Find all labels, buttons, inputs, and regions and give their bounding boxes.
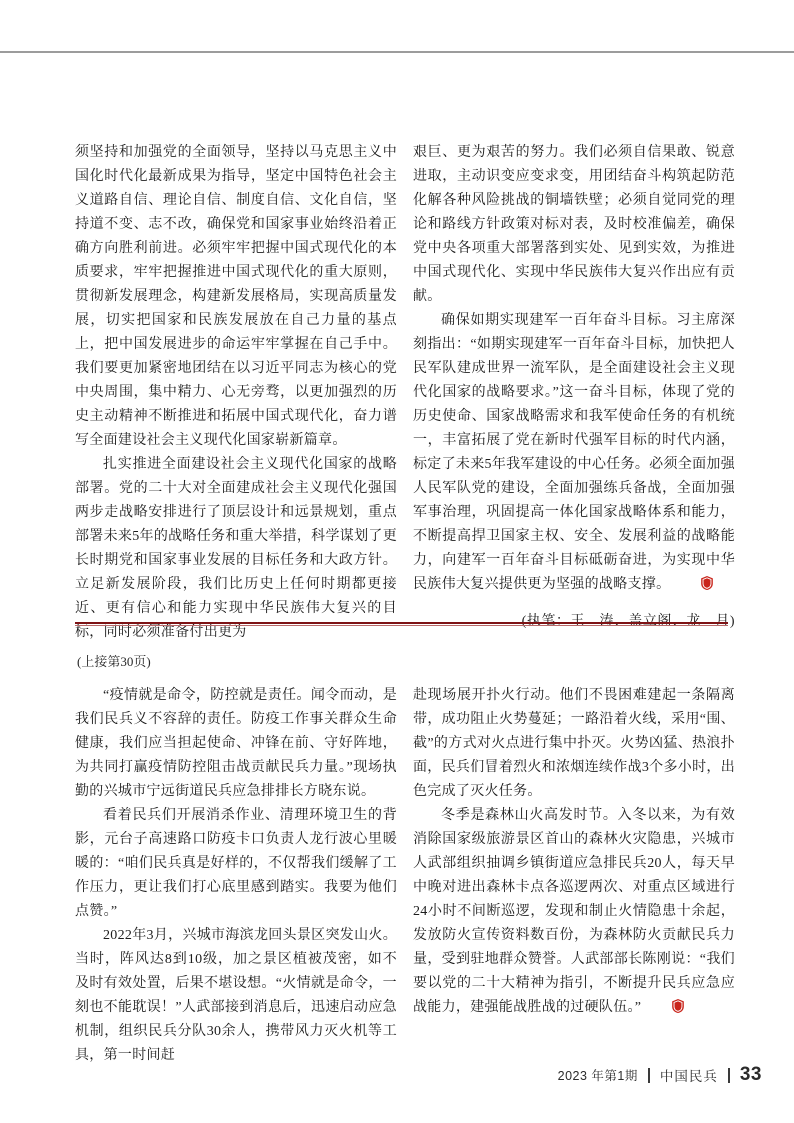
continuation-note: (上接第30页) (77, 654, 151, 669)
footer-page-number: 33 (739, 1064, 762, 1085)
paragraph: 看着民兵们开展消杀作业、清理环境卫生的背影，元台子高速路口防疫卡口负责人龙行波心里暖暖的：“咱们民兵真是好样的，不仅帮我们缓解了工作压力，更让我们打心底里感到踏实。我要为他们点赞。” (75, 808, 397, 919)
paragraph (413, 804, 735, 1020)
footer-issue: 2023 年第1期 (557, 1069, 638, 1083)
article-divider-rule (75, 622, 728, 626)
paragraph: 2022年3月，兴城市海滨龙回头景区突发山火。当时，阵风达8到10级，加之景区植被茂密，如不及时有效处置，后果不堪设想。“火情就是命令，一刻也不能耽误！”人武部接到消息后，迅速启动应急机制，组织民兵分队30余人，携带风力灭火机等工具，第一时间赶 (75, 928, 397, 1063)
paragraph: 艰巨、更为艰苦的努力。我们必须自信果敢、锐意进取，主动识变应变求变，用团结奋斗构筑起防范化解各种风险挑战的铜墙铁壁；必须自觉同党的理论和路线方针政策对标对表，及时校准偏差，确保党中央各项重大部署落到实处、见到实效，为推进中国式现代化、实现中华民族伟大复兴作出应有贡献。 (413, 145, 735, 304)
paragraph: 赴现场展开扑火行动。他们不畏困难建起一条隔离带，成功阻止火势蔓延；一路沿着火线，采用“围、截”的方式对火点进行集中扑灭。火势凶猛、热浪扑面，民兵们冒着烈火和浓烟连续作战3个多小时，出色完成了灭火任务。 (413, 688, 735, 799)
article-militia-left-column (75, 684, 397, 1068)
article-end-shield-icon (644, 999, 684, 1013)
paragraph: “疫情就是命令，防控就是责任。闻令而动，是我们民兵义不容辞的责任。防疫工作事关群众生命健康，我们应当担起使命、冲锋在前、守好阵地，为共同打赢疫情防控阻击战贡献民兵力量。”现场执勤的兴城市宁远街道民兵应急排排长方晓东说。 (75, 688, 397, 799)
page-footer (558, 1064, 762, 1086)
article-end-shield-icon (673, 576, 713, 590)
footer-divider-bar (728, 1068, 730, 1083)
paragraph-text: 冬季是森林山火高发时节。入冬以来，为有效消除国家级旅游景区首山的森林火灾隐患，兴城市人武部组织抽调乡镇街道应急排民兵20人，每天早中晚对进出森林卡点各巡逻两次、对重点区域进行24小时不间断巡逻，发现和制止火情隐患十余起，发放防火宣传资料数百份，为森林防火贡献民兵力量，受到驻地群众赞誉。人武部部长陈刚说：“我们要以党的二十大精神为指引，不断提升民兵应急应战能力，建强能战胜战的过硬队伍。” (413, 808, 735, 1015)
paragraph-text: 确保如期实现建军一百年奋斗目标。习主席深刻指出：“如期实现建军一百年奋斗目标，加快把人民军队建成世界一流军队，是全面建设社会主义现代化国家的战略要求。”这一奋斗目标，体现了党的历史使命、国家战略需求和我军使命任务的有机统一，丰富拓展了党在新时代强军目标的时代内涵，标定了未来5年我军建设的中心任务。必须全面加强人民军队党的建设，全面加强练兵备战，全面加强军事治理，巩固提高一体化国家战略体系和能力，不断提高捍卫国家主权、安全、发展利益的战略能力，向建军一百年奋斗目标砥砺奋进，为实现中华民族伟大复兴提供更为坚强的战略支撑。 (413, 313, 735, 592)
paragraph: 扎实推进全面建设社会主义现代化国家的战略部署。党的二十大对全面建成社会主义现代化强国两步走战略安排进行了顶层设计和远景规划，重点部署未来5年的战略任务和重大举措，科学谋划了更长时期党和国家事业发展的目标任务和大政方针。立足新发展阶段，我们比历史上任何时期都更接近、更有信心和能力实现中华民族伟大复兴的目标，同时必须准备付出更为 (75, 457, 397, 640)
article-modernization-right-column (413, 141, 735, 645)
paragraph (413, 309, 735, 597)
page-top-rule (0, 51, 794, 53)
article-byline: (执笔：王 涛、盖立阁、龙 月) (521, 614, 735, 629)
paragraph: 须坚持和加强党的全面领导，坚持以马克思主义中国化时代化最新成果为指导，坚定中国特色社会主义道路自信、理论自信、制度自信、文化自信，坚持道不变、志不改，确保党和国家事业始终沿着正确方向胜利前进。必须牢牢把握中国式现代化的本质要求，牢牢把握推进中国式现代化的重大原则，贯彻新发展理念，构建新发展格局，实现高质量发展，切实把国家和民族发展放在自己力量的基点上，把中国发展进步的命运牢牢掌握在自己手中。我们要更加紧密地团结在以习近平同志为核心的党中央周围，集中精力、心无旁骛，以更加强烈的历史主动精神不断推进和拓展中国式现代化，奋力谱写全面建设社会主义现代化国家崭新篇章。 (75, 145, 397, 448)
article-modernization-left-column (75, 141, 397, 645)
footer-divider-bar (648, 1068, 650, 1083)
article-militia-right-column (413, 684, 735, 1068)
article-militia (75, 684, 735, 1068)
footer-journal-title: 中国民兵 (659, 1069, 718, 1084)
article-modernization (75, 141, 735, 645)
